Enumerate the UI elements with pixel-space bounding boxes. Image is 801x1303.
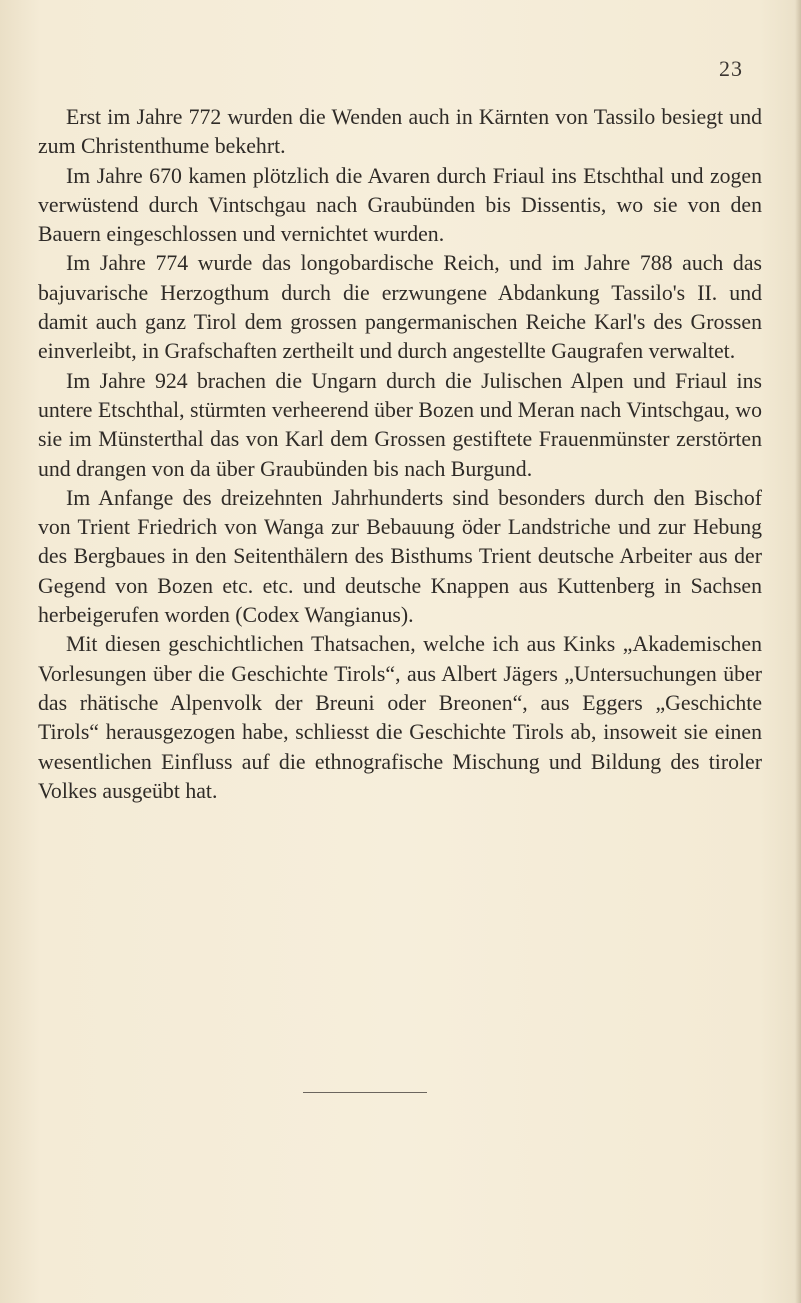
paragraph-schluss: Mit diesen geschichtlichen Thatsachen, welche ich aus Kinks „Akademischen Vorlesungen über die Geschichte Tirols“, aus Albert Jägers „Untersuchungen über das rhätische Alpenvolk der Breuni oder Breonen“, aus Eggers „Geschichte Tirols“ herausgezogen habe, schliesst die Geschichte Tirols ab, insoweit sie einen wesentlichen Einfluss auf die ethnografische Mischung und Bildung des tiroler Volkes ausgeübt hat.	[38, 632, 762, 803]
paragraph-dreizehntes-jahrhundert: Im Anfange des dreizehnten Jahrhunderts sind besonders durch den Bischof von Trient Friedrich von Wanga zur Bebauung öder Landstriche und zur Hebung des Bergbaues in den Seitenthälern des Bisthums Trient deutsche Arbeiter aus der Gegend von Bozen etc. etc. und deutsche Knappen aus Kuttenberg in Sachsen herbeigerufen worden (Codex Wangianus).	[38, 485, 762, 628]
paragraph-avaren: Im Jahre 670 kamen plötzlich die Avaren durch Friaul ins Etschthal und zogen verwüstend durch Vintschgau nach Graubünden bis Dissentis, wo sie von den Bauern eingeschlossen und vernichtet wurden.	[38, 163, 762, 247]
paragraph-longobarden: Im Jahre 774 wurde das longobardische Reich, und im Jahre 788 auch das bajuvarische Herzogthum durch die erzwungene Abdankung Tassilo's II. und damit auch ganz Tirol dem grossen pangermanischen Reiche Karl's des Grossen einverleibt, in Grafschaften zertheilt und durch angestellte Gaugrafen verwaltet.	[38, 251, 762, 364]
section-divider	[303, 1092, 427, 1093]
paragraph-ungarn: Im Jahre 924 brachen die Ungarn durch die Julischen Alpen und Friaul ins untere Etschthal, stürmten verheerend über Bozen und Meran nach Vintschgau, wo sie im Münsterthal das von Karl dem Grossen gestiftete Frauenmünster zerstörten und drangen von da über Graubünden bis nach Burgund.	[38, 368, 762, 481]
paragraph-wenden: Erst im Jahre 772 wurden die Wenden auch in Kärnten von Tassilo besiegt und zum Christenthume bekehrt.	[38, 105, 762, 159]
page-number: 23	[719, 56, 743, 81]
body-text	[38, 103, 762, 806]
page-edge-shadow	[795, 0, 801, 1303]
